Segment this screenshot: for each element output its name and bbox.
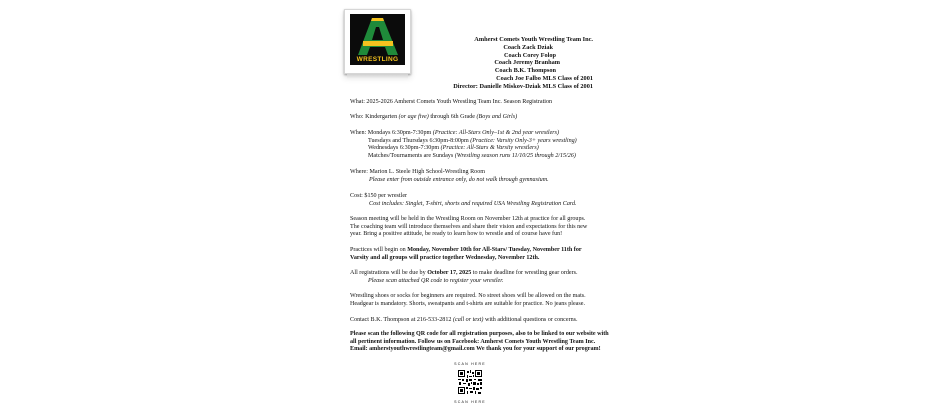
contact-note: with additional questions or concerns. [484,317,578,323]
what-text: 2025-2026 Amherst Comets Youth Wrestling Team Inc. Season Registration [366,99,553,105]
shoes-block [350,293,586,308]
when-block [350,130,577,160]
season-line: Season meeting will be held in the Wrestling Room on November 12th at practice for all groups. [350,216,586,222]
when-mon-note: (Practice: All-Stars Only–1st & 2nd year wrestlers) [432,130,560,136]
what-label: What: [350,99,365,105]
when-sun: Matches/Tournaments are Sundays [368,152,454,159]
who-label: Who: [350,114,364,120]
cost-block [350,193,577,208]
when-row [350,130,577,138]
practices-intro: Practices will begin on [350,247,406,253]
registration-qr[interactable] [451,362,489,404]
header-line: Coach Corey Folop [503,51,556,59]
practices-block [350,247,582,262]
cost-includes: Cost includes: Singlet, T-shirt, shorts and required USA Wrestling Registration Card. [369,200,577,207]
contact-phone: Contact B.K. Thompson at 216-533-2812 [350,317,452,323]
when-label: When: [350,130,367,136]
header-line: Coach Zack Dziak [503,43,553,51]
logo-shadow [347,74,408,79]
header-line: Director: Danielle Miskov-Dziak MLS Class of 2001 [453,82,593,90]
qr-code-icon[interactable] [458,370,482,394]
shoes-line: Wrestling shoes or socks for beginners are required. No street shoes will be allowed on the mats. [350,293,586,299]
when-tue-thu: Tuesdays and Thursdays 6:30pm-8:00pm [368,137,469,144]
header-line: Amherst Comets Youth Wrestling Team Inc. [474,36,593,43]
header-line: Coach Jeremy Branham [494,59,560,67]
header-line: Coach Joe Falbo MLS Class of 2001 [496,74,593,82]
where-block [350,169,549,184]
what-line [350,99,552,107]
registrations-block [350,270,578,285]
practices-varsity: Varsity and all groups will practice together Wednesday, November 12th. [350,254,540,261]
logo-badge [350,14,405,65]
season-line: The coaching team will introduce themselves and share their vision and expectations for this new [350,223,588,230]
closing-block [350,331,609,354]
who-age-note: (or age five) [398,114,429,120]
closing-line: Email: amherstyouthwrestlingteam@gmail.com We thank you for your support of our program! [350,346,601,353]
season-line: year. Bring a positive attitude, be ready to learn how to wrestle and of course have fun! [350,231,563,238]
when-wed: Wednesdays 6:30pm-7:30pm [368,145,440,152]
closing-line: Please scan the following QR code for all registration purposes, also to be linked to our website with [350,331,609,337]
reg-scan-note: Please scan attached QR code to register your wrestler. [368,277,504,284]
header-block [453,36,593,91]
reg-intro: All registrations will be due by [350,270,426,276]
who-line [350,114,517,122]
when-tue-thu-note: (Practice: Varsity Only-3+ years wrestling) [470,137,577,144]
contact-method: (call or text) [452,317,484,323]
when-wed-note: (Practice: All-Stars & Varsity wrestlers) [440,145,539,152]
shoes-line: Headgear is mandatory. Shorts, sweatpants and t-shirts are suitable for practice. No jeans please. [350,300,585,307]
when-row [350,153,577,161]
where-location: Marion L. Steele High School-Wrestling Room [369,169,485,175]
who-grade-start: Kindergarten [365,114,398,120]
where-label: Where: [350,169,368,175]
when-sun-note: (Wrestling season runs 11/10/25 through 2/15/26) [454,152,576,159]
team-logo [344,9,411,74]
cost-label: Cost: [350,193,363,199]
season-block [350,216,587,239]
when-row [350,145,577,153]
logo-word: WRESTLING [356,56,399,63]
who-grade-end: through 6th Grade [430,114,475,120]
when-mon: Mondays 6:30pm-7:30pm [367,130,432,136]
closing-line: all pertinent information. Follow us on Facebook: Amherst Comets Youth Wrestling Team Inc. [350,338,596,345]
where-note: Please enter from outside entrance only, do not walk through gymnasium. [369,176,549,183]
practices-dates: Monday, November 10th for All-Stars/ Tuesday, November 11th for [407,247,582,253]
header-line: Coach B.K. Thompson [494,67,556,75]
reg-deadline: October 17, 2025 [427,270,472,276]
who-gender-note: (Boys and Girls) [476,114,518,120]
qr-scan-bottom: SCAN HERE [454,400,486,404]
qr-scan-top: SCAN HERE [454,362,486,366]
reg-note: to make deadline for wrestling gear orders. [472,270,578,276]
contact-line [350,317,578,325]
cost-price: $150 per wrestler [364,193,408,199]
